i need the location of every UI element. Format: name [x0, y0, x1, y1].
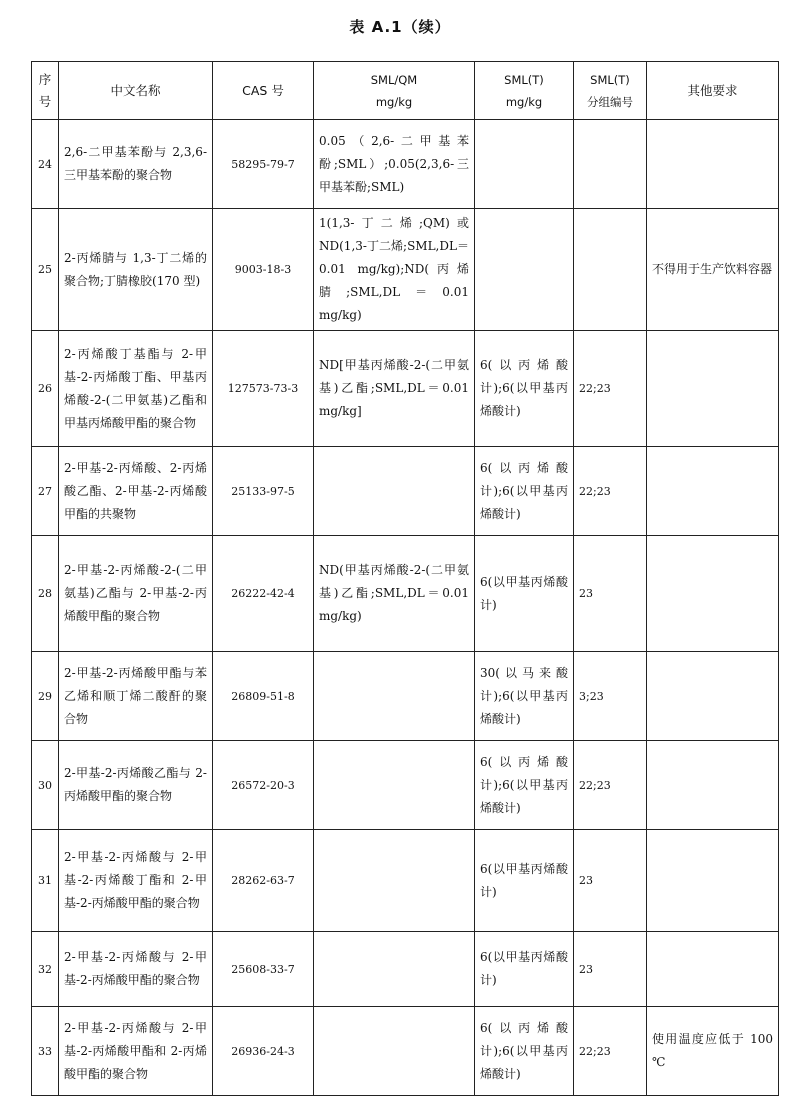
cell-name: 2-甲基-2-丙烯酸与 2-甲基-2-丙烯酸甲酯的聚合物 [59, 932, 213, 1007]
cell-other [647, 120, 779, 209]
cell-no: 30 [32, 741, 59, 830]
header-sml-qm [314, 62, 475, 120]
table-row [32, 830, 779, 932]
header-name: 中文名称 [59, 62, 213, 120]
cell-other [647, 331, 779, 447]
cell-sml-qm [314, 1007, 475, 1096]
header-other: 其他要求 [647, 62, 779, 120]
cell-name: 2-甲基-2-丙烯酸甲酯与苯乙烯和顺丁烯二酸酐的聚合物 [59, 652, 213, 741]
header-sml-qm-label: SML/QM [370, 72, 418, 87]
cell-cas: 25133-97-5 [213, 447, 314, 536]
cell-group [574, 209, 647, 331]
cell-group: 22;23 [574, 741, 647, 830]
header-sml-t-label: SML(T) [504, 72, 544, 87]
header-sml-t-unit: mg/kg [505, 94, 543, 109]
cell-group: 22;23 [574, 447, 647, 536]
cell-sml-t [475, 209, 574, 331]
cell-cas: 127573-73-3 [213, 331, 314, 447]
cell-other [647, 830, 779, 932]
cell-no: 28 [32, 536, 59, 652]
cell-no: 31 [32, 830, 59, 932]
cell-sml-qm [314, 830, 475, 932]
cell-sml-t [475, 120, 574, 209]
cell-sml-t: 6(以丙烯酸计);6(以甲基丙烯酸计) [475, 741, 574, 830]
cell-no: 24 [32, 120, 59, 209]
cell-name: 2-甲基-2-丙烯酸、2-丙烯酸乙酯、2-甲基-2-丙烯酸甲酯的共聚物 [59, 447, 213, 536]
cell-name: 2-甲基-2-丙烯酸与 2-甲基-2-丙烯酸丁酯和 2-甲基-2-丙烯酸甲酯的聚合物 [59, 830, 213, 932]
cell-no: 25 [32, 209, 59, 331]
cell-sml-qm: 0.05（2,6-二甲基苯酚;SML）;0.05(2,3,6-三甲基苯酚;SML) [314, 120, 475, 209]
cell-cas: 28262-63-7 [213, 830, 314, 932]
cell-group: 3;23 [574, 652, 647, 741]
cell-name: 2-丙烯腈与 1,3-丁二烯的聚合物;丁腈橡胶(170 型) [59, 209, 213, 331]
cell-other: 不得用于生产饮料容器 [647, 209, 779, 331]
cell-other [647, 932, 779, 1007]
header-sml-t [475, 62, 574, 120]
cell-cas: 9003-18-3 [213, 209, 314, 331]
cell-name: 2-甲基-2-丙烯酸与 2-甲基-2-丙烯酸甲酯和 2-丙烯酸甲酯的聚合物 [59, 1007, 213, 1096]
cell-other [647, 652, 779, 741]
cell-sml-qm [314, 447, 475, 536]
cell-sml-qm: 1(1,3-丁二烯;QM)或 ND(1,3-丁二烯;SML,DL＝0.01 mg/kg);ND(丙烯腈;SML,DL＝0.01 mg/kg) [314, 209, 475, 331]
cell-no: 33 [32, 1007, 59, 1096]
header-sml-qm-unit: mg/kg [375, 94, 413, 109]
cell-name: 2-甲基-2-丙烯酸乙酯与 2-丙烯酸甲酯的聚合物 [59, 741, 213, 830]
header-group [574, 62, 647, 120]
cell-group: 22;23 [574, 1007, 647, 1096]
table-row [32, 932, 779, 1007]
cell-group [574, 120, 647, 209]
header-group-line2: 分组编号 [587, 94, 633, 109]
table-row [32, 447, 779, 536]
cell-no: 32 [32, 932, 59, 1007]
cell-sml-t: 6(以甲基丙烯酸计) [475, 932, 574, 1007]
cell-group: 23 [574, 932, 647, 1007]
table-row [32, 652, 779, 741]
cell-sml-t: 6(以丙烯酸计);6(以甲基丙烯酸计) [475, 447, 574, 536]
table-row [32, 209, 779, 331]
cell-sml-qm [314, 652, 475, 741]
cell-group: 23 [574, 830, 647, 932]
cell-name: 2-甲基-2-丙烯酸-2-(二甲氨基)乙酯与 2-甲基-2-丙烯酸甲酯的聚合物 [59, 536, 213, 652]
cell-cas: 26936-24-3 [213, 1007, 314, 1096]
header-group-line1: SML(T) [590, 72, 630, 87]
cell-cas: 26222-42-4 [213, 536, 314, 652]
cell-cas: 26572-20-3 [213, 741, 314, 830]
cell-other [647, 447, 779, 536]
cell-sml-t: 30(以马来酸计);6(以甲基丙烯酸计) [475, 652, 574, 741]
cell-sml-t: 6(以甲基丙烯酸计) [475, 830, 574, 932]
cell-name: 2,6-二甲基苯酚与 2,3,6-三甲基苯酚的聚合物 [59, 120, 213, 209]
cell-cas: 58295-79-7 [213, 120, 314, 209]
table-row [32, 331, 779, 447]
cell-sml-qm [314, 932, 475, 1007]
cell-name: 2-丙烯酸丁基酯与 2-甲基-2-丙烯酸丁酯、甲基丙烯酸-2-(二甲氨基)乙酯和甲基丙烯酸甲酯的聚合物 [59, 331, 213, 447]
header-row [32, 62, 779, 120]
table-row [32, 1007, 779, 1096]
cell-sml-t: 6(以甲基丙烯酸计) [475, 536, 574, 652]
table-row [32, 536, 779, 652]
cell-no: 27 [32, 447, 59, 536]
cell-sml-qm [314, 741, 475, 830]
table-row [32, 120, 779, 209]
cell-sml-qm: ND[甲基丙烯酸-2-(二甲氨基)乙酯;SML,DL＝0.01 mg/kg] [314, 331, 475, 447]
header-no: 序号 [32, 62, 59, 120]
cell-other [647, 536, 779, 652]
cell-sml-t: 6(以丙烯酸计);6(以甲基丙烯酸计) [475, 1007, 574, 1096]
cell-sml-qm: ND(甲基丙烯酸-2-(二甲氨基)乙酯;SML,DL＝0.01 mg/kg) [314, 536, 475, 652]
cell-cas: 25608-33-7 [213, 932, 314, 1007]
cell-other: 使用温度应低于 100 ℃ [647, 1007, 779, 1096]
cell-group: 23 [574, 536, 647, 652]
cell-no: 29 [32, 652, 59, 741]
header-cas: CAS 号 [213, 62, 314, 120]
cell-group: 22;23 [574, 331, 647, 447]
cell-cas: 26809-51-8 [213, 652, 314, 741]
table-title: 表 A.1（续） [349, 18, 451, 36]
cell-sml-t: 6(以丙烯酸计);6(以甲基丙烯酸计) [475, 331, 574, 447]
substance-table [31, 61, 779, 1096]
cell-no: 26 [32, 331, 59, 447]
table-row [32, 741, 779, 830]
cell-other [647, 741, 779, 830]
